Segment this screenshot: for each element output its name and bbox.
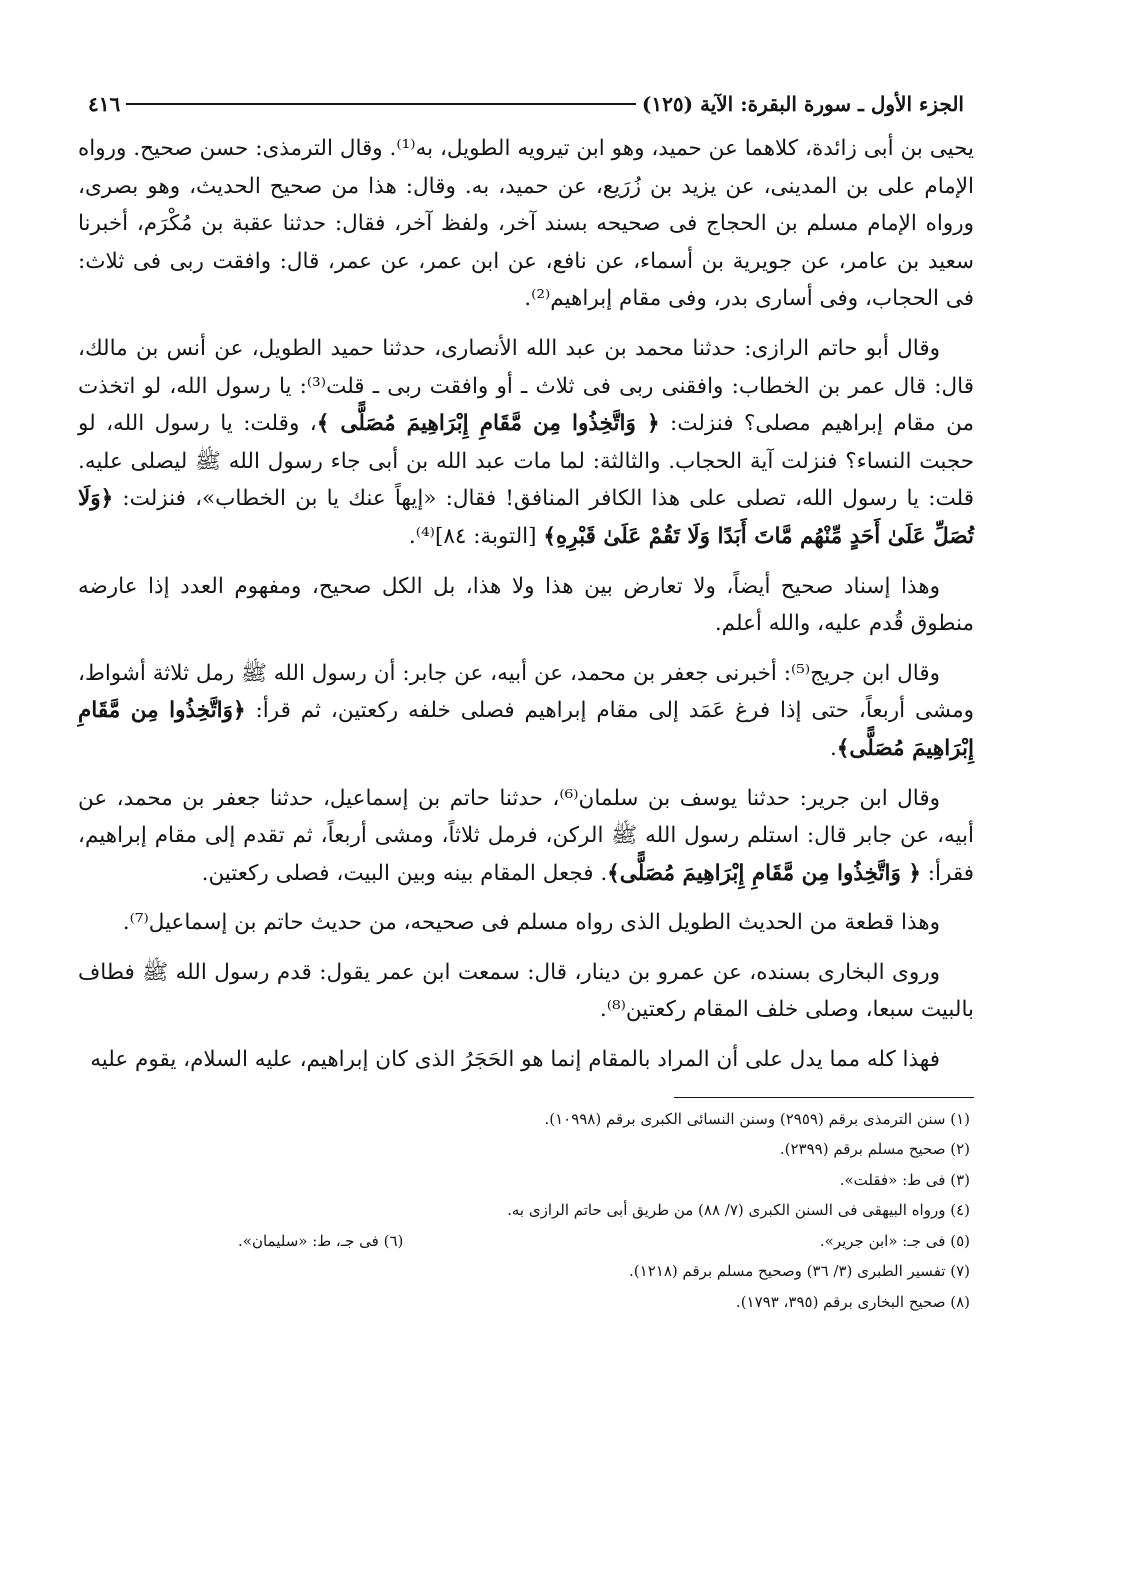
book-page	[78, 86, 974, 1317]
footnote-text: (٨) صحيح البخارى برقم (٣٩٥، ١٧٩٣).	[735, 1292, 970, 1311]
footnote	[78, 1195, 970, 1226]
footnote	[78, 1165, 970, 1196]
footnote	[78, 1287, 970, 1318]
quran-quote: ﴿وَاتَّخِذُوا مِن مَّقَامِ إِبْرَاهِيمَ مُصَلًّى﴾	[78, 698, 974, 761]
paragraph-text: وقال ابن جرير: حدثنا يوسف بن سلمان⁽⁶⁾، حدثنا حاتم بن إسماعيل، حدثنا جعفر بن محمد، عن أبيه، عن جابر قال: استلم رسول الله ﷺ الركن، فرمل ثلاثاً، ومشى أربعاً، ثم تقدم إلى مقام إبراهيم، فقرأ:	[78, 785, 974, 886]
footnote-text: (٢) صحيح مسلم برقم (٢٣٩٩).	[779, 1140, 970, 1159]
footnote	[78, 1256, 970, 1287]
footnote-text: (٣) فى ط: «فقلت».	[839, 1170, 970, 1189]
footnote-text: (٦) فى جـ، ط: «سليمان».	[238, 1231, 404, 1250]
paragraph-text: وقال أبو حاتم الرازى: حدثنا محمد بن عبد الله الأنصارى، حدثنا حميد الطويل، عن أنس بن مالك، قال: قال عمر بن الخطاب: وافقنى ربى فى ثلاث ـ أو وافقت ربى ـ قلت⁽³⁾: يا رسول الله، لو اتخذت من مقام إبراهيم مصلى؟ فنزلت:	[78, 335, 974, 437]
paragraph-text: .	[829, 735, 837, 761]
page-number: ٤١٦	[88, 92, 121, 116]
footnote-text: (٥) فى جـ: «ابن جرير».	[819, 1231, 970, 1250]
paragraph-text: وقال ابن جريج⁽⁵⁾: أخبرنى جعفر بن محمد، عن أبيه، عن جابر: أن رسول الله ﷺ رمل ثلاثة أشواط، ومشى أربعاً، حتى إذا فرغ عَمَد إلى مقام إبراهيم فصلى خلفه ركعتين، ثم قرأ:	[78, 660, 974, 724]
footnote	[78, 1226, 970, 1257]
paragraph	[78, 780, 974, 893]
paragraph-text: فهذا كله مما يدل على أن المراد بالمقام إنما هو الحَجَرُ الذى كان إبراهيم، عليه السلام، يقوم عليه	[90, 1047, 940, 1073]
header-rule	[126, 103, 636, 105]
paragraph-text: وروى البخارى بسنده، عن عمرو بن دينار، قال: سمعت ابن عمر يقول: قدم رسول الله ﷺ فطاف بالبيت سبعا، وصلى خلف المقام ركعتين⁽⁸⁾.	[78, 959, 974, 1023]
quran-quote: ﴿ وَاتَّخِذُوا مِن مَّقَامِ إِبْرَاهِيمَ مُصَلًّى ﴾	[316, 411, 660, 437]
footnote	[78, 1104, 970, 1135]
footnote	[78, 1134, 970, 1165]
paragraph-text: . فجعل المقام بينه وبين البيت، فصلى ركعتين.	[201, 860, 608, 886]
paragraph-text: [التوبة: ٨٤]⁽⁴⁾.	[408, 523, 544, 549]
footnote-text: (١) سنن الترمذى برقم (٢٩٥٩) وسنن النسائى الكبرى برقم (١٠٩٩٨).	[544, 1109, 970, 1128]
paragraph	[78, 1041, 974, 1079]
paragraph	[78, 130, 974, 318]
paragraph	[78, 904, 974, 942]
quran-quote: ﴿وَلَا تُصَلِّ عَلَىٰ أَحَدٍ مِّنْهُم مَّاتَ أَبَدًا وَلَا تَقُمْ عَلَىٰ قَبْرِهِ﴾	[78, 486, 974, 549]
footnote-rule	[674, 1097, 974, 1098]
footnote-text: (٧) تفسير الطبرى (٣/ ٣٦) وصحيح مسلم برقم (١٢١٨).	[629, 1262, 970, 1281]
footnote-text: (٤) ورواه البيهقى فى السنن الكبرى (٧/ ٨٨) من طريق أبى حاتم الرازى به.	[507, 1201, 970, 1220]
body-text	[78, 130, 974, 1079]
running-header	[78, 86, 974, 122]
paragraph	[78, 330, 974, 556]
paragraph-text: يحيى بن أبى زائدة، كلاهما عن حميد، وهو ابن تيرويه الطويل، به⁽¹⁾. وقال الترمذى: حسن صحيح. ورواه الإمام على بن المدينى، عن يزيد بن زُرَيع، عن حميد، به. وقال: هذا من صحيح الحديث، وهو بصرى، ورواه الإمام مسلم بن الحجاج فى صحيحه بسند آخر، ولفظ آخر، فقال: حدثنا عقبة بن مُكْرَم، أخبرنا سعيد بن عامر، عن جويرية بن أسماء، عن نافع، عن ابن عمر، عن عمر، قال: وافقت ربى فى ثلاث: فى الحجاب، وفى أسارى بدر، وفى مقام إبراهيم⁽²⁾.	[78, 136, 974, 312]
quran-quote: ﴿ وَاتَّخِذُوا مِن مَّقَامِ إِبْرَاهِيمَ مُصَلًّى﴾	[607, 860, 921, 886]
paragraph-text: وهذا إسناد صحيح أيضاً، ولا تعارض بين هذا ولا هذا، بل الكل صحيح، ومفهوم العدد إذا عارضه منطوق قُدم عليه، والله أعلم.	[78, 573, 974, 637]
footnotes	[78, 1104, 974, 1318]
paragraph	[78, 568, 974, 643]
paragraph-text: وهذا قطعة من الحديث الطويل الذى رواه مسلم فى صحيحه، من حديث حاتم بن إسماعيل⁽⁷⁾.	[122, 910, 940, 936]
paragraph-text: ، وقلت: يا رسول الله، لو حجبت النساء؟ فنزلت آية الحجاب. والثالثة: لما مات عبد الله بن أبى جاء رسول الله ﷺ ليصلى عليه. قلت: يا رسول الله، تصلى على هذا الكافر المنافق! فقال: «إيهاً عنك يا بن الخطاب»، فنزلت:	[78, 411, 974, 512]
paragraph	[78, 954, 974, 1029]
section-title: الجزء الأول ـ سورة البقرة: الآية (١٢٥)	[641, 92, 964, 116]
paragraph	[78, 655, 974, 768]
